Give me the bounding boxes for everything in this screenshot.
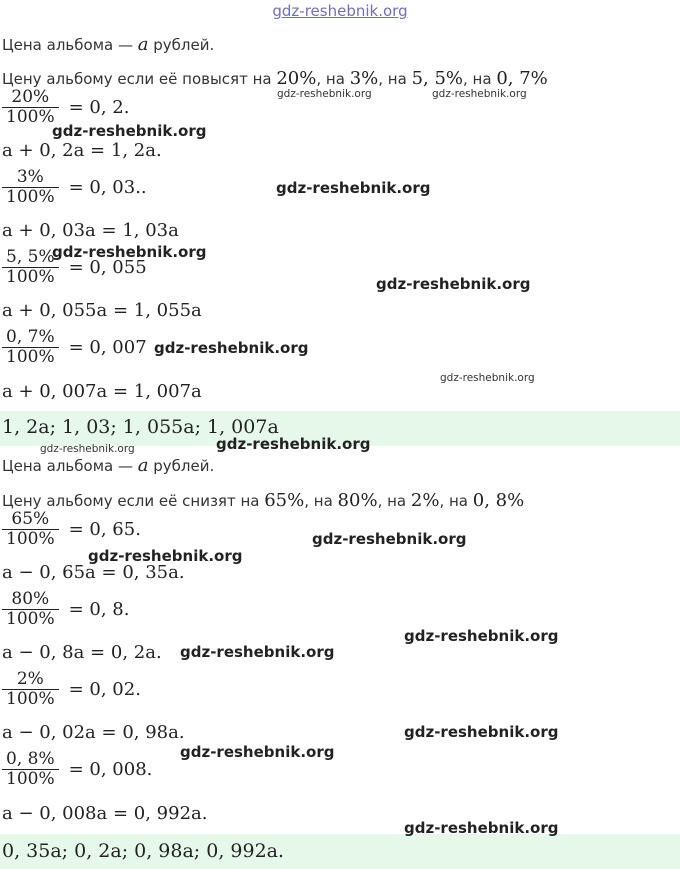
- fraction-denominator: 100%: [6, 688, 55, 709]
- watermark: gdz-reshebnik.org: [180, 643, 335, 661]
- statement-line-2: [2, 490, 524, 511]
- fraction: [2, 168, 59, 206]
- answer-line: 1, 2a; 1, 03; 1, 055a; 1, 007a: [2, 416, 279, 438]
- fraction: [2, 510, 59, 548]
- fraction-numerator: 2%: [2, 670, 59, 690]
- statement-separator: , на: [304, 492, 338, 510]
- equation-line: a − 0, 65a = 0, 35a.: [2, 562, 185, 583]
- percent-value: 20%: [276, 68, 317, 89]
- statement-line-1: [2, 68, 548, 89]
- statement-text: Цену альбому если её снизят на: [2, 492, 265, 510]
- percent-value: 0, 7%: [496, 68, 548, 89]
- fraction-denominator: 100%: [6, 608, 55, 629]
- fraction-denominator: 100%: [6, 346, 55, 367]
- equation-line: a + 0, 03a = 1, 03a: [2, 220, 179, 241]
- watermark: gdz-reshebnik.org: [440, 372, 535, 384]
- intro-text: Цена альбома —: [2, 36, 138, 54]
- statement-separator: , на: [439, 492, 473, 510]
- intro-tail: рублей.: [148, 457, 215, 475]
- fraction-result: = 0, 2.: [68, 96, 130, 118]
- fraction-result: = 0, 8.: [68, 598, 130, 620]
- fraction-denominator: 100%: [6, 768, 55, 789]
- equation-line: a − 0, 02a = 0, 98a.: [2, 722, 185, 743]
- watermark: gdz-reshebnik.org: [404, 819, 559, 837]
- fraction: [2, 670, 59, 708]
- equation-line: a − 0, 008a = 0, 992a.: [2, 803, 208, 824]
- watermark: gdz-reshebnik.org: [40, 443, 135, 455]
- percent-value: 80%: [337, 490, 378, 511]
- fraction-result: = 0, 02.: [68, 678, 141, 700]
- percent-value: 0, 8%: [472, 490, 525, 511]
- answer-line: 0, 35a; 0, 2a; 0, 98a; 0, 992a.: [2, 840, 285, 862]
- watermark: gdz-reshebnik.org: [154, 339, 309, 357]
- variable-a: a: [137, 455, 149, 476]
- statement-separator: , на: [378, 70, 412, 88]
- intro-line-1: [2, 34, 214, 55]
- fraction-numerator: 20%: [2, 88, 59, 108]
- fraction-denominator: 100%: [6, 266, 55, 287]
- equation-line: a + 0, 055a = 1, 055a: [2, 300, 202, 321]
- fraction-row: [2, 750, 152, 788]
- statement-separator: , на: [463, 70, 497, 88]
- fraction-numerator: 0, 8%: [2, 750, 59, 770]
- fraction: [2, 328, 59, 366]
- watermark: gdz-reshebnik.org: [88, 547, 243, 565]
- fraction-result: = 0, 007: [68, 336, 147, 358]
- percent-value: 65%: [264, 490, 305, 511]
- watermark: gdz-reshebnik.org: [277, 88, 372, 100]
- percent-value: 2%: [410, 490, 440, 511]
- watermark: gdz-reshebnik.org: [404, 723, 559, 741]
- fraction-result: = 0, 03..: [68, 176, 147, 198]
- fraction-row: [2, 328, 147, 366]
- statement-separator: , на: [377, 492, 411, 510]
- fraction-result: = 0, 65.: [68, 518, 141, 540]
- watermark: gdz-reshebnik.org: [376, 275, 531, 293]
- fraction-numerator: 5, 5%: [2, 248, 59, 268]
- fraction-denominator: 100%: [6, 528, 55, 549]
- statement-separator: , на: [316, 70, 350, 88]
- site-link[interactable]: gdz-reshebnik.org: [272, 2, 408, 20]
- equation-line: a + 0, 2a = 1, 2a.: [2, 140, 162, 161]
- intro-tail: рублей.: [148, 36, 215, 54]
- fraction-denominator: 100%: [6, 106, 55, 127]
- watermark: gdz-reshebnik.org: [52, 243, 207, 261]
- percent-value: 3%: [349, 68, 379, 89]
- watermark: gdz-reshebnik.org: [276, 179, 431, 197]
- percent-value: 5, 5%: [411, 68, 464, 89]
- statement-text: Цену альбому если её повысят на: [2, 70, 277, 88]
- intro-line-2: [2, 455, 214, 476]
- fraction-result: = 0, 008.: [68, 758, 153, 780]
- fraction-row: [2, 88, 129, 126]
- fraction-row: [2, 168, 147, 206]
- fraction-numerator: 3%: [2, 168, 59, 188]
- equation-line: a − 0, 8a = 0, 2a.: [2, 642, 162, 663]
- fraction-numerator: 80%: [2, 590, 59, 610]
- fraction-numerator: 65%: [2, 510, 59, 530]
- intro-text: Цена альбома —: [2, 457, 138, 475]
- watermark: gdz-reshebnik.org: [216, 435, 371, 453]
- fraction-row: [2, 510, 141, 548]
- fraction: [2, 248, 59, 286]
- fraction-denominator: 100%: [6, 186, 55, 207]
- watermark: gdz-reshebnik.org: [52, 122, 207, 140]
- fraction: [2, 750, 59, 788]
- watermark: gdz-reshebnik.org: [404, 627, 559, 645]
- variable-a: a: [137, 34, 149, 55]
- fraction-row: [2, 670, 141, 708]
- watermark: gdz-reshebnik.org: [312, 530, 467, 548]
- fraction-numerator: 0, 7%: [2, 328, 59, 348]
- fraction-row: [2, 590, 129, 628]
- equation-line: a + 0, 007a = 1, 007a: [2, 381, 202, 402]
- fraction: [2, 590, 59, 628]
- watermark: gdz-reshebnik.org: [180, 743, 335, 761]
- fraction: [2, 88, 59, 126]
- watermark: gdz-reshebnik.org: [432, 88, 527, 100]
- fraction-result: = 0, 055: [68, 256, 147, 278]
